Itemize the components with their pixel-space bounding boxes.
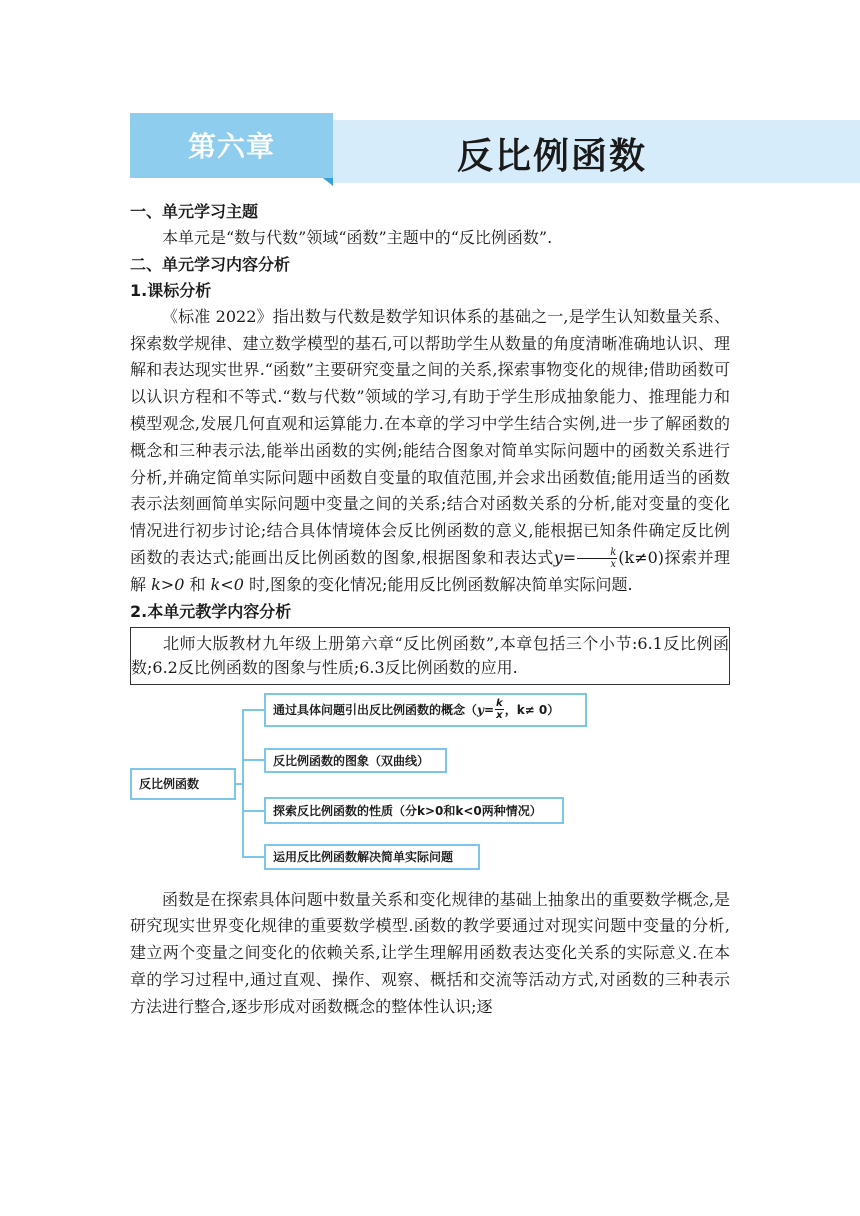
chapter-title: 反比例函数 [457, 136, 648, 177]
diagram-formula-denominator: x [496, 710, 503, 722]
sub1-text-and: 和 [189, 574, 206, 594]
textbook-info-box [130, 627, 730, 685]
section1-heading: 一、单元学习主题 [130, 202, 259, 221]
diagram-branch-1 [242, 709, 264, 711]
formula-fraction [577, 547, 617, 570]
sub1-text-a: 《标准 2022》指出数与代数是数学知识体系的基础之一,是学生认知数量关系、探索数学规律、建立数学模型的基石,可以帮助学生从数量的角度清晰准确地认识、理解和表达现实世界.“函数”主要研究变量之间的关系,探索事物变化的规律;借助函数可以认识方程和不等式.“数与代数”领域的学习,有助于学生形成抽象能力、推理能力和模型观念,发展几何直观和运算能力.在本章的学习中学生结合实例,进一步了解函数的概念和三种表示法,能举出函数的实例;能结合图象对简单实际问题中的函数关系进行分析,并确定简单实际问题中函数自变量的取值范围,并会求出函数值;能用适当的函数表示法刻画简单实际问题中变量之间的关系;结合对函数关系的分析,能对变量的变化情况进行初步讨论;结合具体情境体会反比例函数的意义,能根据已知条件确定反比例函数的表达式;能画出反比例函数的图象,根据图象和表达式 [130, 306, 730, 567]
diagram-formula-lhs: y= [477, 702, 495, 717]
diagram-item-graph [264, 748, 447, 773]
diagram-formula-numerator: k [496, 698, 503, 710]
chapter-label-box [130, 113, 333, 178]
sub1-paragraph [130, 304, 730, 599]
k-negative: k<0 [210, 574, 244, 594]
k-positive: k>0 [151, 574, 185, 594]
diagram-formula-condition: ，k≠ 0） [504, 703, 560, 718]
diagram-branch-4 [242, 856, 264, 858]
concept-diagram [130, 693, 730, 883]
diagram-formula-fraction [495, 698, 504, 721]
diagram-item-graph-text: 反比例函数的图象（双曲线） [273, 753, 430, 768]
diagram-item-concept [264, 693, 587, 727]
diagram-item-concept-text: 通过具体问题引出反比例函数的概念（ [273, 703, 478, 718]
formula-numerator: k [577, 547, 617, 559]
formula-denominator: x [610, 558, 617, 570]
diagram-item-properties [264, 797, 564, 824]
diagram-item-properties-text: 探索反比例函数的性质（分k>0和k<0两种情况） [273, 803, 542, 818]
section2-heading: 二、单元学习内容分析 [130, 254, 291, 274]
formula-lhs: y= [553, 547, 577, 567]
sub1-text-b: 时,图象的变化情况;能用反比例函数解决简单实际问题. [248, 574, 633, 594]
diagram-item-application [264, 844, 480, 870]
chapter-label: 第六章 [187, 130, 275, 163]
diagram-branch-2 [242, 759, 264, 761]
diagram-branch-3 [242, 810, 264, 812]
sub1-text-mid: 探索并理解 [130, 547, 730, 594]
sub2-heading: 2.本单元教学内容分析 [130, 601, 292, 621]
diagram-trunk [242, 709, 244, 857]
banner-notch [323, 178, 333, 186]
after-diagram-paragraph: 函数是在探索具体问题中数量关系和变化规律的基础上抽象出的重要数学概念,是研究现实世界变化规律的重要数学模型.函数的教学要通过对现实问题中变量的分析,建立两个变量之间变化的依赖关系,让学生理解用函数表达变化关系的实际意义.在本章的学习过程中,通过直观、操作、观察、概括和交流等活动方式,对函数的三种表示方法进行整合,逐步形成对函数概念的整体性认识;逐 [130, 889, 730, 1016]
diagram-root [130, 768, 236, 800]
section1-text: 本单元是“数与代数”领域“函数”主题中的“反比例函数”. [162, 228, 553, 247]
formula-condition: (k≠0) [618, 547, 665, 567]
diagram-item-application-text: 运用反比例函数解决简单实际问题 [273, 850, 454, 865]
document-body [130, 199, 730, 1021]
diagram-root-label: 反比例函数 [139, 777, 200, 792]
textbook-info-text: 北师大版教材九年级上册第六章“反比例函数”,本章包括三个小节:6.1反比例函数;6.2反比例函数的图象与性质;6.3反比例函数的应用. [131, 633, 729, 677]
chapter-title-box [333, 120, 860, 183]
sub1-heading: 1.课标分析 [130, 280, 212, 300]
